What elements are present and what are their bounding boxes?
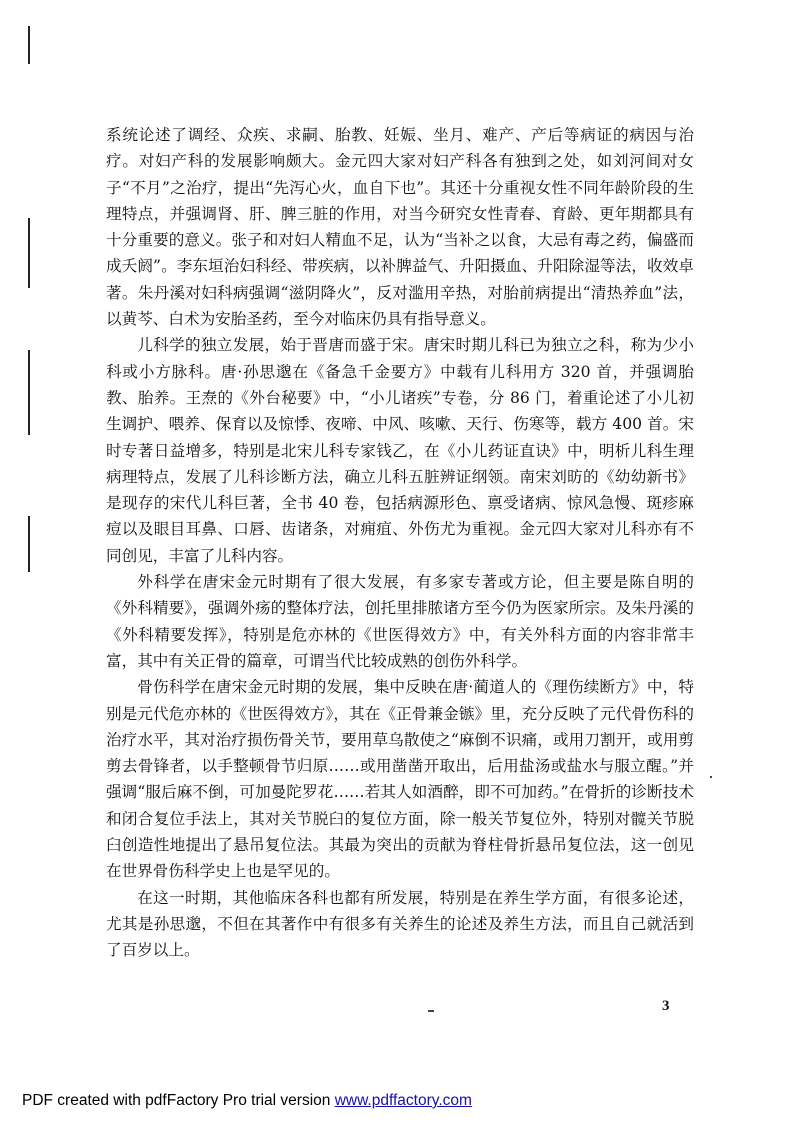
body-text bbox=[106, 122, 694, 964]
margin-line-mark bbox=[28, 218, 30, 288]
margin-line-mark bbox=[28, 350, 30, 435]
paragraph-orthopedics: 骨伤科学在唐宋金元时期的发展，集中反映在唐·蔺道人的《理伤续断方》中，特别是元代危亦林的《世医得效方》，其在《正骨兼金镞》里，充分反映了元代骨伤科的治疗水平，其对治疗损伤骨关节，要用草乌散使之“麻倒不识痛，或用刀割开，或用剪剪去骨锋者，以手整顿骨节归原……或用凿凿开取出，后用盐汤或盐水与服立醒。”并强调“服后麻不倒，可加曼陀罗花……若其人如酒醉，即不可加药。”在骨折的诊断技术和闭合复位手法上，其对关节脱臼的复位方面，除一般关节复位外，特别对髋关节脱臼创造性地提出了悬吊复位法。其最为突出的贡献为脊柱骨折悬吊复位法，这一创见在世界骨伤科学史上也是罕见的。 bbox=[106, 678, 694, 881]
margin-line-mark bbox=[28, 516, 30, 572]
scan-artifact-dot bbox=[428, 1010, 434, 1012]
paragraph-surgery: 外科学在唐宋金元时期有了很大发展，有多家专著或方论，但主要是陈自明的《外科精要》，强调外疡的整体疗法，创托里排脓诸方至今仍为医家所宗。及朱丹溪的《外科精要发挥》，特别是危亦林的《世医得效方》中，有关外科方面的内容非常丰富，其中有关正骨的篇章，可谓当代比较成熟的创伤外科学。 bbox=[106, 573, 694, 670]
paragraph-pediatrics: 儿科学的独立发展，始于晋唐而盛于宋。唐宋时期儿科已为独立之科，称为少小科或小方脉科。唐·孙思邈在《备急千金要方》中载有儿科用方 320 首，并强调胎教、胎养。王焘的《外台秘要》中，“小儿诸疾”专卷，分 86 门，着重论述了小儿初生调护、喂养、保育以及惊悸、夜啼、中风、咳嗽、天行、伤寒等，载方 400 首。宋时专著日益增多，特别是北宋儿科专家钱乙，在《小儿药证直诀》中，明析儿科生理病理特点，发展了儿科诊断方法，确立儿科五脏辨证纲领。南宋刘昉的《幼幼新书》是现存的宋代儿科巨著，全书 40 卷，包括病源形色、禀受诸病、惊风急慢、斑疹麻痘以及眼目耳鼻、口唇、齿诸条，对痈疽、外伤尤为重视。金元四大家对儿科亦有不同创见，丰富了儿科内容。 bbox=[106, 336, 694, 565]
paragraph-gynecology: 系统论述了调经、众疾、求嗣、胎教、妊娠、坐月、难产、产后等病证的病因与治疗。对妇产科的发展影响颇大。金元四大家对妇产科各有独到之处，如刘河间对女子“不月”之治疗，提出“先泻心火，血自下也”。其还十分重视女性不同年龄阶段的生理特点，并强调肾、肝、脾三脏的作用，对当今研究女性青春、育龄、更年期都具有十分重要的意义。张子和对妇人精血不足，认为“当补之以食，大忌有毒之药，偏盛而成夭阏”。李东垣治妇科经、带疾病，以补脾益气、升阳摄血、升阳除湿等法，收效卓著。朱丹溪对妇科病强调“滋阴降火”，反对滥用辛热，对胎前病提出“清热养血”法，以黄芩、白术为安胎圣药，至今对临床仍具有指导意义。 bbox=[106, 126, 694, 329]
pdf-footer bbox=[22, 1092, 472, 1110]
pdffactory-link[interactable]: www.pdffactory.com bbox=[334, 1092, 472, 1109]
margin-line-mark bbox=[28, 26, 30, 64]
paragraph-health-preservation: 在这一时期，其他临床各科也都有所发展，特别是在养生学方面，有很多论述，尤其是孙思邈，不但在其著作中有很多有关养生的论述及养生方法，而且自己就活到了百岁以上。 bbox=[106, 888, 694, 960]
footer-text: PDF created with pdfFactory Pro trial version bbox=[22, 1092, 335, 1109]
scan-artifact-dot bbox=[710, 776, 712, 778]
page-number: 3 bbox=[662, 998, 670, 1014]
